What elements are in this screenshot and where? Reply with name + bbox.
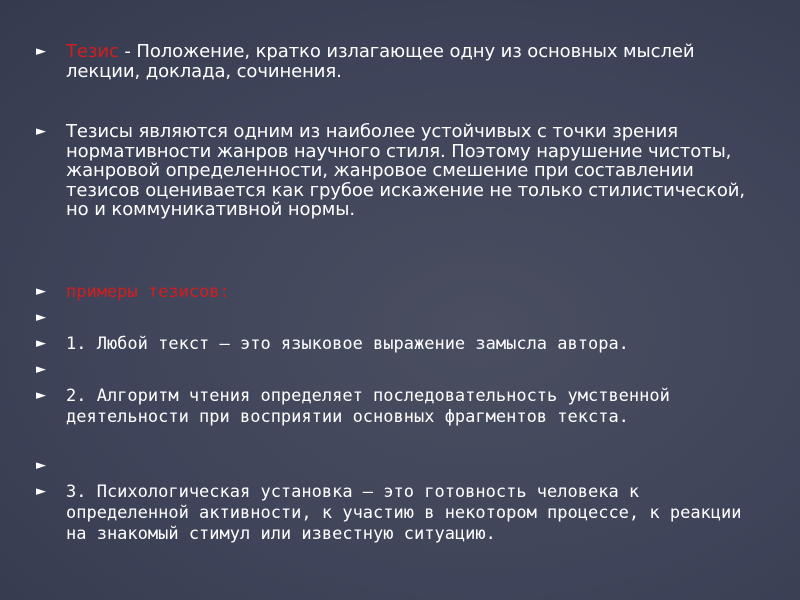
example-1-text: 1. Любой текст – это языковое выражение замысла автора. [66, 334, 629, 354]
bullet-item-definition [36, 42, 756, 81]
bullet-arrow-icon: ► [36, 362, 46, 377]
bullet-item-empty [36, 308, 756, 328]
bullet-arrow-icon: ► [36, 336, 46, 351]
examples-label: примеры тезисов: [66, 282, 230, 302]
bullet-item-example-3 [36, 482, 756, 545]
definition-body: - Положение, кратко излагающее одну из основных мыслей лекции, доклада, сочинения. [66, 41, 695, 82]
bullet-arrow-icon: ► [36, 284, 46, 299]
example-3-text: 3. Психологическая установка – это готовность человека к определенной активности, к участию в некотором процессе, к реакции на знакомый стимул или известную ситуацию. [66, 482, 742, 544]
bullet-arrow-icon: ► [36, 388, 46, 403]
bullet-item-description [36, 122, 756, 220]
bullet-item-example-2 [36, 386, 756, 428]
definition-text [66, 42, 756, 81]
example-2-text: 2. Алгоритм чтения определяет последовательность умственной деятельности при восприятии основных фрагментов текста. [66, 386, 670, 427]
bullet-arrow-icon: ► [36, 124, 46, 139]
bullet-item-example-1 [36, 334, 756, 355]
bullet-arrow-icon: ► [36, 458, 46, 473]
bullet-item-examples-label [36, 282, 756, 303]
bullet-arrow-icon: ► [36, 310, 46, 325]
bullet-arrow-icon: ► [36, 484, 46, 499]
bullet-arrow-icon: ► [36, 44, 46, 59]
description-text: Тезисы являются одним из наиболее устойчивых с точки зрения нормативности жанров научного стиля. Поэтому нарушение чистоты, жанровой определенности, жанровое смешение при составлении тезисов оценивается как грубое искажение не только стилистической, но и коммуникативной нормы. [66, 121, 745, 220]
bullet-item-empty [36, 360, 756, 380]
term-label: Тезис [66, 41, 119, 62]
bullet-item-empty [36, 456, 756, 476]
